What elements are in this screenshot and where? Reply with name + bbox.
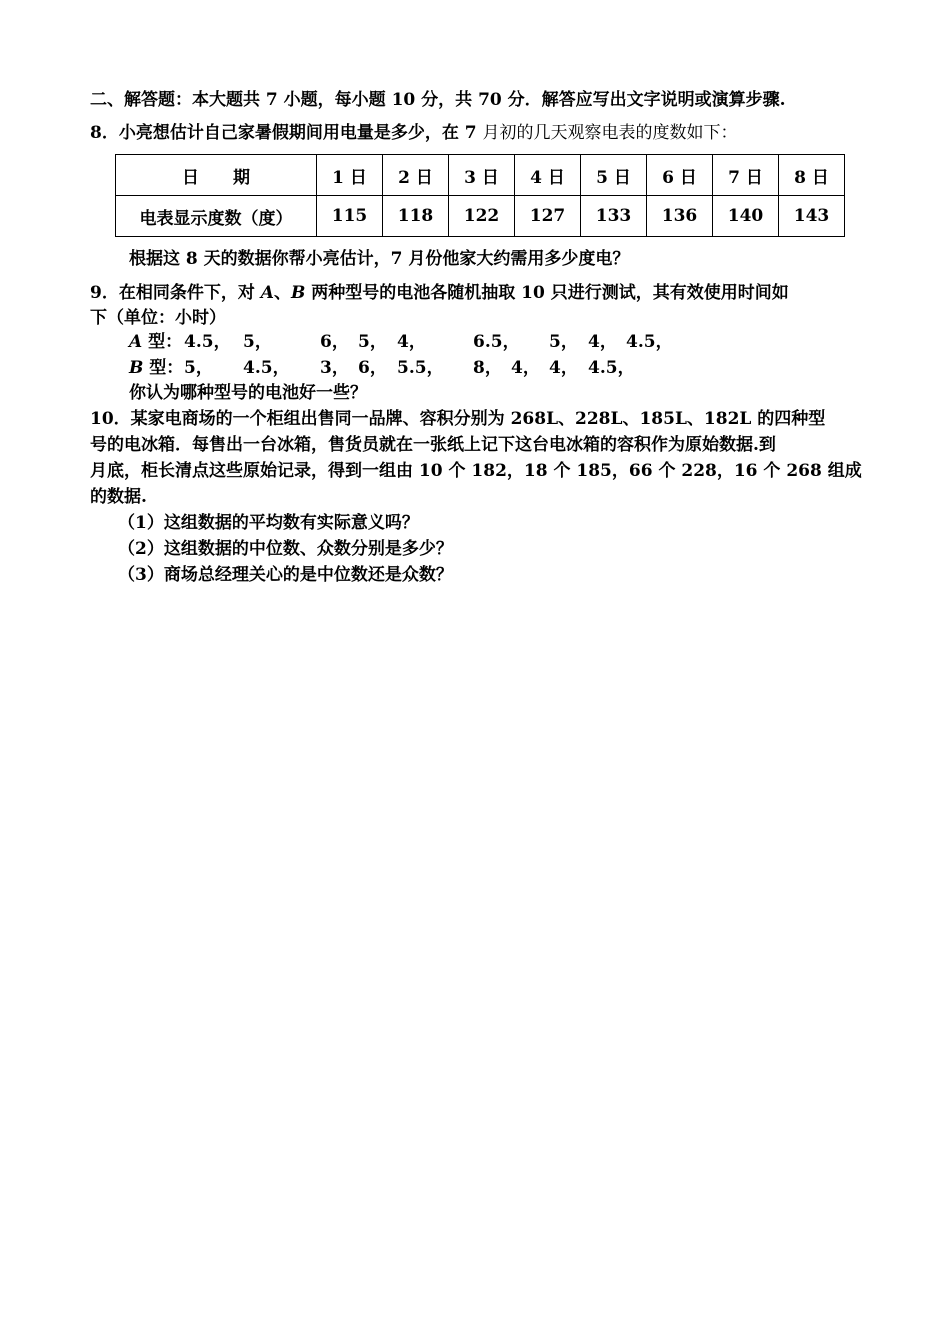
q9-type-b-value: 4.5， xyxy=(243,358,290,378)
q8-text-bold: 小亮想估计自己家暑假期间用电量是多少，在 7 xyxy=(118,123,483,143)
q9-type-a-value: 4.5， xyxy=(626,332,673,352)
table-cell-reading: 133 xyxy=(581,196,647,237)
table-cell-reading: 118 xyxy=(383,196,449,237)
q9-type-a-value: 5， xyxy=(358,332,387,352)
table-cell-reading: 140 xyxy=(713,196,779,237)
q9-statement-line1 xyxy=(90,281,870,305)
q10-subquestion-1: （1）这组数据的平均数有实际意义吗？ xyxy=(118,513,419,533)
q9-type-b-value: 4， xyxy=(511,358,540,378)
table-cell-reading: 115 xyxy=(317,196,383,237)
q9-type-b-value: 5， xyxy=(184,358,213,378)
meter-reading-table xyxy=(115,154,845,237)
q10-statement-line1 xyxy=(90,407,870,431)
table-cell-day: 3 日 xyxy=(449,155,515,196)
q9-type-a-value: 6， xyxy=(320,332,349,352)
section-title: 二、解答题： xyxy=(90,90,192,110)
q9-number: 9． xyxy=(90,283,119,303)
q9-type-b-value: 5.5， xyxy=(397,358,444,378)
q9-type-b-value: 6， xyxy=(358,358,387,378)
q10-text-line1: 某家电商场的一个柜组出售同一品牌、容积分别为 268L、228L、185L、182L 的四种型 xyxy=(130,409,826,429)
table-cell-day: 1 日 xyxy=(317,155,383,196)
table-cell-day: 2 日 xyxy=(383,155,449,196)
q10-statement-line3: 月底，柜长清点这些原始记录，得到一组由 10 个 182，18 个 185，66 个 228，16 个 268 组成 xyxy=(90,461,862,481)
q10-number: 10． xyxy=(90,409,131,429)
q9-text-b: 两种型号的电池各随机抽取 10 只进行测试，其有效使用时间如 xyxy=(305,283,789,303)
q9-type-b-value: 8， xyxy=(473,358,502,378)
table-header-reading: 电表显示度数（度） xyxy=(116,196,317,237)
q9-text-a: 在相同条件下，对 xyxy=(118,283,261,303)
q9-type-a-row xyxy=(129,330,829,354)
q9-type-b-row xyxy=(129,356,829,380)
section-heading xyxy=(90,88,870,112)
q10-subquestion-3: （3）商场总经理关心的是中位数还是众数？ xyxy=(118,565,453,585)
q9-type-a-label: A 型： xyxy=(129,332,183,352)
q9-question: 你认为哪种型号的电池好一些？ xyxy=(129,383,367,403)
q9-type-b-value: 4.5， xyxy=(588,358,635,378)
q9-type-a-value: 5， xyxy=(243,332,272,352)
table-cell-day: 7 日 xyxy=(713,155,779,196)
q9-type-a-value: 4， xyxy=(397,332,426,352)
q9-type-a-value: 5， xyxy=(549,332,578,352)
q9-type-b-value: 4， xyxy=(549,358,578,378)
table-cell-day: 5 日 xyxy=(581,155,647,196)
q9-type-a-value: 4.5， xyxy=(184,332,231,352)
table-cell-reading: 136 xyxy=(647,196,713,237)
section-description: 本大题共 7 小题，每小题 10 分，共 70 分．解答应写出文字说明或演算步骤. xyxy=(192,90,786,110)
q8-statement xyxy=(90,121,870,145)
table-row-readings xyxy=(116,196,845,237)
table-cell-reading: 122 xyxy=(449,196,515,237)
table-row-days xyxy=(116,155,845,196)
table-cell-day: 4 日 xyxy=(515,155,581,196)
q9-label-a: A xyxy=(260,283,274,303)
table-cell-reading: 127 xyxy=(515,196,581,237)
q10-statement-line4: 的数据. xyxy=(90,487,147,507)
q9-label-b: B xyxy=(290,283,306,303)
q8-number: 8． xyxy=(90,123,119,143)
q8-question: 根据这 8 天的数据你帮小亮估计，7 月份他家大约需用多少度电？ xyxy=(129,249,630,269)
q10-statement-line2: 号的电冰箱．每售出一台冰箱，售货员就在一张纸上记下这台电冰箱的容积作为原始数据.到 xyxy=(90,435,776,455)
q9-statement-line2: 下（单位：小时） xyxy=(90,308,226,328)
q9-separator: 、 xyxy=(273,283,291,303)
table-header-date: 日 期 xyxy=(116,155,317,196)
table-cell-day: 8 日 xyxy=(779,155,845,196)
q8-text-normal: 月初的几天观察电表的度数如下： xyxy=(482,123,738,143)
q10-subquestion-2: （2）这组数据的中位数、众数分别是多少？ xyxy=(118,539,453,559)
q9-type-a-value: 4， xyxy=(588,332,617,352)
q9-type-a-value: 6.5， xyxy=(473,332,520,352)
q9-type-b-label: B 型： xyxy=(129,358,184,378)
table-cell-day: 6 日 xyxy=(647,155,713,196)
q9-type-b-value: 3， xyxy=(320,358,349,378)
table-cell-reading: 143 xyxy=(779,196,845,237)
